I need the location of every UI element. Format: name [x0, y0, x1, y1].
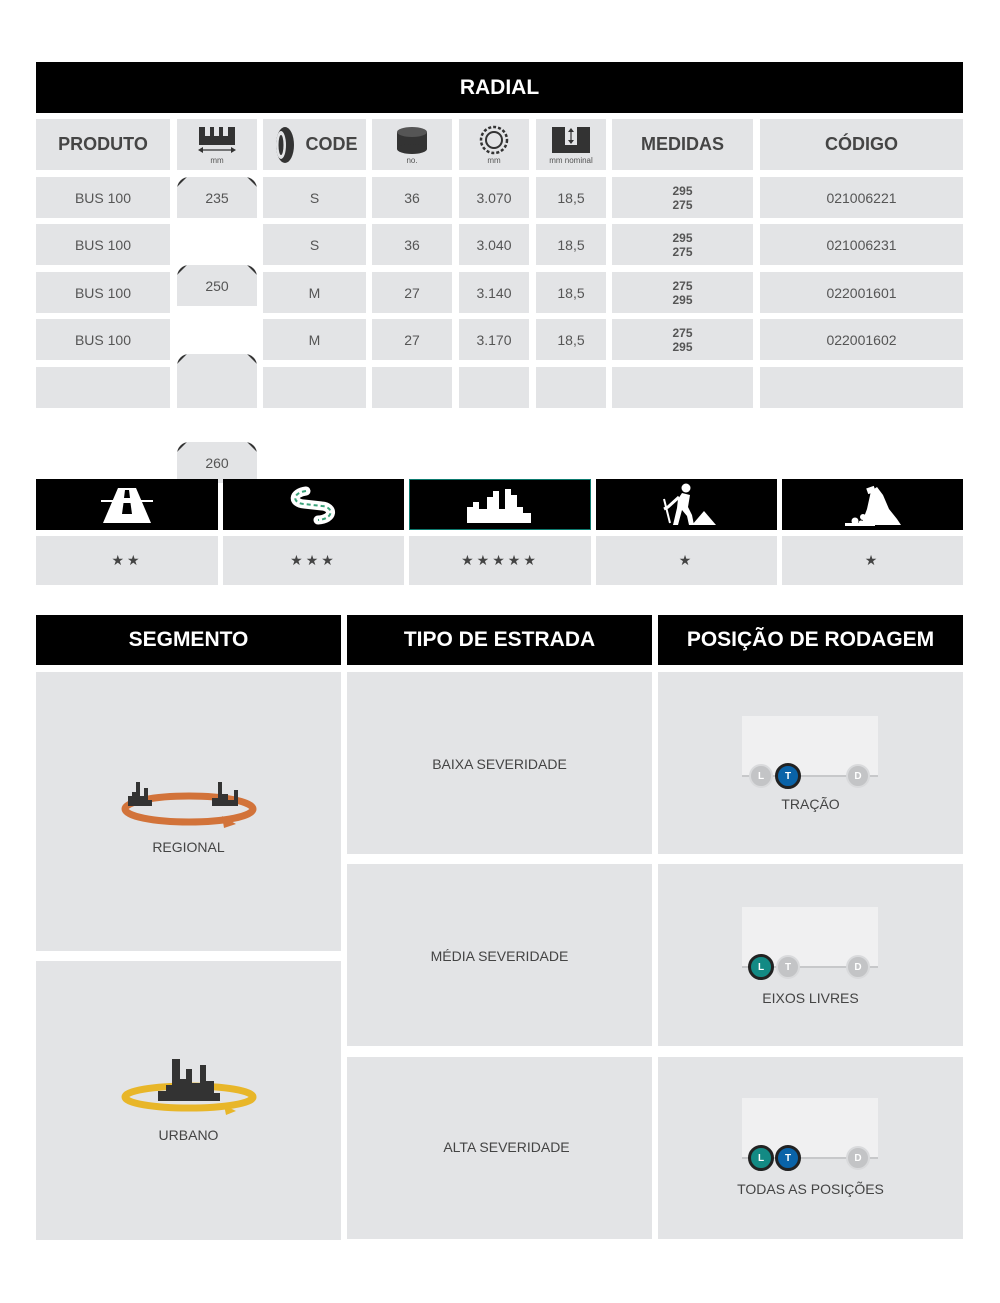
cell-medida-1: 275 — [672, 278, 693, 293]
stars-rocky — [782, 536, 963, 585]
tire-profile-icon — [271, 126, 295, 164]
cell-produto: BUS 100 — [74, 331, 132, 348]
cell-diametro — [459, 319, 529, 360]
cell-no-value: 27 — [404, 331, 420, 348]
posicao-todas — [658, 1057, 963, 1239]
stars-value: ★★★ — [290, 552, 337, 568]
cell-no — [372, 177, 452, 218]
cell-largura — [177, 442, 257, 483]
cell-codigo-value: 021006221 — [826, 189, 897, 206]
stars-value: ★ — [864, 552, 881, 568]
cell-profundidade — [536, 177, 606, 218]
cell-no — [372, 272, 452, 313]
posicao-tracao-label: TRAÇÃO — [781, 796, 840, 812]
segmento-title: SEGMENTO — [128, 628, 249, 651]
cell-medidas — [612, 272, 753, 313]
axle-d-dot: D — [846, 764, 870, 788]
cell-medida-2: 275 — [672, 244, 693, 259]
cell-diametro-value: 3.040 — [476, 236, 512, 253]
header-width — [177, 119, 257, 170]
urban-city-icon — [120, 1057, 258, 1117]
road-worker-icon — [656, 483, 718, 527]
stars-value: ★★ — [111, 552, 143, 568]
axle-t-dot: T — [775, 763, 801, 789]
posicao-eixos-livres — [658, 864, 963, 1046]
axle-t-dot: T — [776, 955, 800, 979]
rating-city — [409, 479, 591, 530]
cell-medida-2: 295 — [672, 292, 693, 307]
cell-code — [263, 177, 366, 218]
axle-l-dot: L — [748, 954, 774, 980]
cell-medida-1: 295 — [672, 183, 693, 198]
cell-medida-1: 295 — [672, 230, 693, 245]
stars-curvy-road — [223, 536, 404, 585]
cell-diametro-value: 3.140 — [476, 284, 512, 301]
radial-title: RADIAL — [459, 75, 540, 99]
header-produto — [36, 119, 170, 170]
rocky-terrain-icon — [841, 483, 905, 527]
cell-codigo — [760, 224, 963, 265]
cell-medidas — [612, 319, 753, 360]
regional-city-icon — [120, 776, 258, 828]
cell-produto: BUS 100 — [74, 189, 132, 206]
cell-profundidade-value: 18,5 — [557, 236, 585, 253]
stars-value: ★★★★★ — [461, 552, 539, 568]
posicao-tracao — [658, 672, 963, 854]
cell-produto: BUS 100 — [74, 236, 132, 253]
cell-code — [263, 319, 366, 360]
rating-highway — [36, 479, 218, 530]
cell-diametro — [459, 272, 529, 313]
empty-cell — [612, 367, 753, 408]
cell-produto: BUS 100 — [74, 284, 132, 301]
posicao-todas-label: TODAS AS POSIÇÕES — [737, 1181, 884, 1197]
cell-code-value: M — [308, 331, 321, 348]
segmento-header — [36, 615, 341, 665]
cell-no — [372, 224, 452, 265]
header-produto-label: PRODUTO — [58, 134, 148, 154]
segmento-urbano-label: URBANO — [158, 1127, 219, 1143]
cell-largura-value: 235 — [205, 189, 229, 206]
tread-depth-icon — [550, 125, 592, 155]
header-code — [263, 119, 366, 170]
highway-icon — [101, 486, 153, 524]
header-medidas — [612, 119, 753, 170]
header-depth — [536, 119, 606, 170]
posicao-header — [658, 615, 963, 665]
cell-code-value: S — [309, 189, 320, 206]
cell-medidas — [612, 177, 753, 218]
axle-d-dot: D — [846, 1146, 870, 1170]
empty-cell — [760, 367, 963, 408]
empty-cell — [263, 367, 366, 408]
cell-profundidade — [536, 272, 606, 313]
header-number — [372, 119, 452, 170]
number-unit: no. — [406, 155, 418, 165]
posicao-title: POSIÇÃO DE RODAGEM — [686, 628, 935, 651]
cell-no-value: 36 — [404, 189, 420, 206]
cell-profundidade — [536, 224, 606, 265]
rating-rocky — [782, 479, 963, 530]
cell-profundidade-value: 18,5 — [557, 189, 585, 206]
tipo-estrada-media — [347, 864, 652, 1046]
table-row — [36, 319, 170, 360]
cell-largura-value: 260 — [205, 454, 229, 471]
cell-codigo-value: 022001601 — [826, 284, 897, 301]
city-icon — [465, 485, 535, 525]
tread-width-icon — [196, 125, 238, 155]
empty-cell — [177, 367, 257, 408]
cell-no — [372, 319, 452, 360]
cell-profundidade-value: 18,5 — [557, 331, 585, 348]
tipo-estrada-media-label: MÉDIA SEVERIDADE — [430, 948, 569, 964]
tipo-estrada-alta — [347, 1057, 652, 1239]
cell-code-value: S — [309, 236, 320, 253]
stars-road-work — [596, 536, 777, 585]
segmento-regional — [36, 672, 341, 951]
cell-medidas — [612, 224, 753, 265]
tire-diameter-icon — [478, 125, 510, 155]
diameter-unit: mm — [487, 155, 501, 165]
cell-largura — [177, 265, 257, 306]
empty-cell — [36, 367, 170, 408]
header-code-label: CODE — [305, 134, 358, 154]
cell-code — [263, 272, 366, 313]
cell-codigo-value: 021006231 — [826, 236, 897, 253]
segmento-urbano — [36, 961, 341, 1240]
width-unit: mm — [210, 155, 224, 165]
axle-t-dot: T — [775, 1145, 801, 1171]
cell-diametro-value: 3.070 — [476, 189, 512, 206]
cell-profundidade-value: 18,5 — [557, 284, 585, 301]
table-row — [36, 224, 170, 265]
cell-codigo-value: 022001602 — [826, 331, 897, 348]
cell-codigo — [760, 319, 963, 360]
stars-highway — [36, 536, 218, 585]
cell-diametro — [459, 224, 529, 265]
cell-profundidade — [536, 319, 606, 360]
stars-city — [409, 536, 591, 585]
header-codigo-label: CÓDIGO — [824, 134, 898, 154]
rating-curvy-road — [223, 479, 404, 530]
cell-code — [263, 224, 366, 265]
axle-l-dot: L — [749, 764, 773, 788]
cell-code-value: M — [308, 284, 321, 301]
axle-d-dot: D — [846, 955, 870, 979]
stars-value: ★ — [678, 552, 695, 568]
cell-medida-1: 275 — [672, 325, 693, 340]
tipo-estrada-alta-label: ALTA SEVERIDADE — [443, 1139, 570, 1155]
table-row — [36, 272, 170, 313]
segmento-regional-label: REGIONAL — [152, 839, 225, 855]
empty-cell — [536, 367, 606, 408]
cell-diametro — [459, 177, 529, 218]
cell-no-value: 27 — [404, 284, 420, 301]
cell-largura-value: 250 — [205, 277, 229, 294]
header-codigo — [760, 119, 963, 170]
tipo-estrada-baixa-label: BAIXA SEVERIDADE — [432, 756, 567, 772]
cell-no-value: 36 — [404, 236, 420, 253]
depth-unit: mm nominal — [549, 155, 593, 165]
cell-codigo — [760, 177, 963, 218]
tipo-estrada-title: TIPO DE ESTRADA — [403, 628, 596, 651]
curvy-road-icon — [288, 485, 340, 525]
cylinder-icon — [395, 125, 429, 155]
cell-codigo — [760, 272, 963, 313]
posicao-eixos-livres-label: EIXOS LIVRES — [762, 990, 859, 1006]
empty-cell — [459, 367, 529, 408]
tipo-estrada-baixa — [347, 672, 652, 854]
cell-medida-2: 295 — [672, 339, 693, 354]
radial-title-bar — [36, 62, 963, 113]
axle-l-dot: L — [748, 1145, 774, 1171]
header-medidas-label: MEDIDAS — [640, 134, 724, 154]
rating-road-work — [596, 479, 777, 530]
empty-cell — [372, 367, 452, 408]
cell-medida-2: 275 — [672, 197, 693, 212]
header-diameter — [459, 119, 529, 170]
cell-diametro-value: 3.170 — [476, 331, 512, 348]
cell-largura — [177, 177, 257, 218]
table-row — [36, 177, 170, 218]
tipo-estrada-header — [347, 615, 652, 665]
